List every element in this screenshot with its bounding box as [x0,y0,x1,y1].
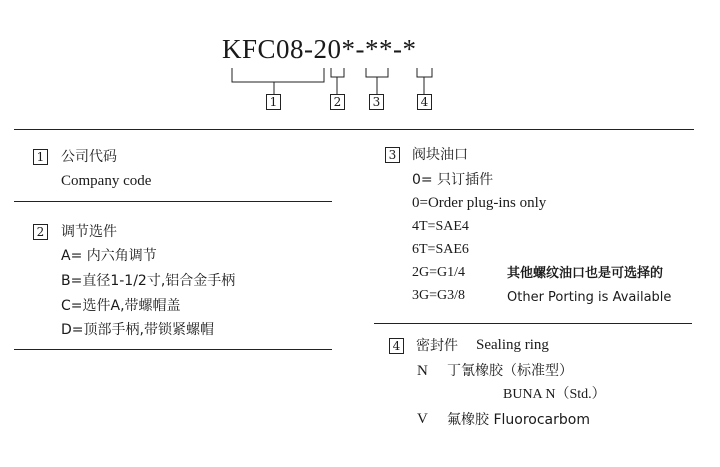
section1-marker: 1 [33,149,48,165]
seal-desc-n-en: BUNA N（Std.） [503,387,606,402]
section1-title: 公司代码 [61,149,117,165]
section3-item: 2G=G1/4 [412,265,466,280]
section3-item: 3G=G3/8 [412,288,466,303]
model-code-part2: ** [365,34,394,64]
model-code-part3: * [402,34,417,64]
marker-1: 1 [266,94,281,110]
model-code-part1: * [341,34,356,64]
section3-item: 6T=SAE6 [412,242,469,257]
seal-desc-v: 氟橡胶 Fluorocarbom [447,412,590,428]
section4-title: 密封件 [416,338,458,354]
section3-title: 阀块油口 [412,147,468,163]
section3-item: 4T=SAE4 [412,219,469,234]
section2-item: D=顶部手柄,带锁紧螺帽 [61,322,214,338]
seal-code-n: N [417,363,428,379]
divider-right-mid [374,323,692,324]
section3-note-cn: 其他螺纹油口也是可选择的 [507,266,664,281]
marker-2: 2 [330,94,345,110]
section3-item: 0= 只订插件 [412,172,494,188]
section4-title-en: Sealing ring [476,337,549,353]
section1-subtitle: Company code [61,173,152,189]
section3-marker: 3 [385,147,400,163]
divider-left-mid [14,201,332,202]
section3-item: 0=Order plug-ins only [412,195,547,211]
model-code-sep2: - [393,34,403,64]
section3-note-en: Other Porting is Available [507,290,672,305]
section2-item: C=选件A,带螺帽盖 [61,298,181,314]
section2-marker: 2 [33,224,48,240]
marker-4: 4 [417,94,432,110]
divider-left-bottom [14,349,332,350]
divider-top [14,129,694,130]
model-code-sep1: - [355,34,366,64]
section2-item: B=直径1-1/2寸,铝合金手柄 [61,273,236,289]
model-code-prefix: KFC08-20 [222,34,342,64]
marker-3: 3 [369,94,384,110]
seal-desc-n: 丁氰橡胶（标准型） [447,363,573,379]
seal-code-v: V [417,411,428,427]
section2-item: A= 内六角调节 [61,248,157,264]
section2-title: 调节选件 [61,224,117,240]
section4-marker: 4 [389,338,404,354]
